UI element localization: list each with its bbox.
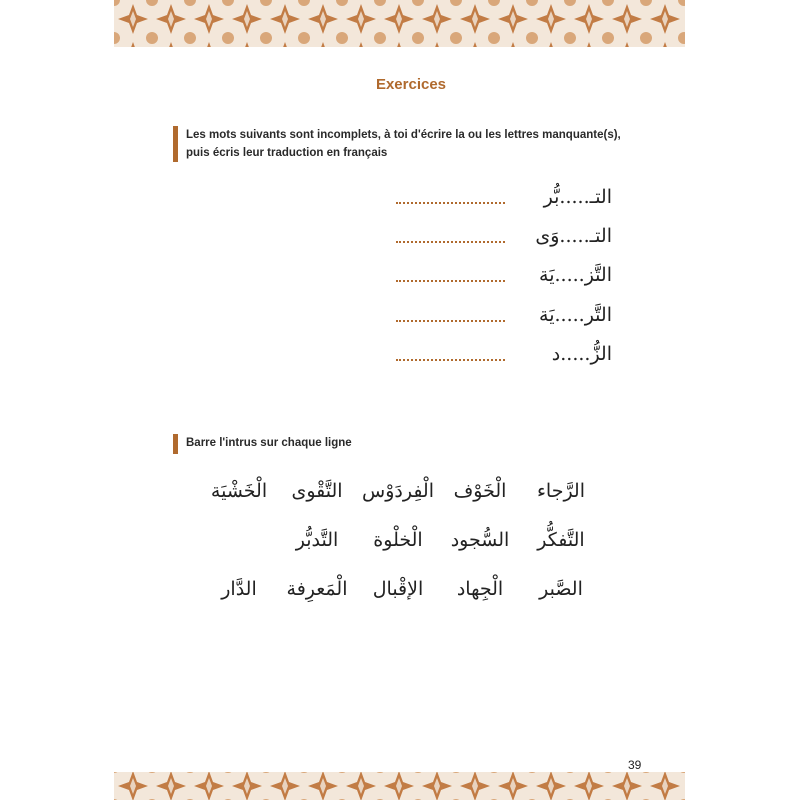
fill-row <box>0 264 800 294</box>
word-option[interactable]: الْمَعرِفة <box>286 578 348 600</box>
answer-line[interactable] <box>396 280 505 282</box>
answer-line[interactable] <box>396 359 505 361</box>
exercise2-instruction-text: Barre l'intrus sur chaque ligne <box>186 437 352 449</box>
exercise1-instruction <box>173 126 646 162</box>
page-number: 39 <box>628 758 642 772</box>
word-option[interactable]: الإقْبال <box>372 578 424 600</box>
incomplete-word: التـ.....بُّر <box>543 186 612 208</box>
exercise2-instruction <box>173 434 486 454</box>
fill-row <box>0 186 800 216</box>
bottom-decorative-border <box>114 772 685 800</box>
word-option[interactable]: التَّفكُّر <box>537 529 585 551</box>
fill-row <box>0 304 800 334</box>
word-option[interactable]: الْخلْوة <box>373 529 423 551</box>
incomplete-word: التـ.....وَى <box>535 225 612 247</box>
fill-row <box>0 225 800 255</box>
fill-row <box>0 343 800 373</box>
word-option[interactable]: السُّجود <box>450 529 510 551</box>
word-option[interactable]: الصَّبر <box>539 578 583 600</box>
word-option[interactable]: الْجِهاد <box>456 578 504 600</box>
page-title: Exercices <box>375 76 447 93</box>
answer-line[interactable] <box>396 320 505 322</box>
incomplete-word: التَّر.....يَة <box>539 304 612 326</box>
exercise1-instruction-line1: Les mots suivants sont incomplets, à toi d'écrire la ou les lettres manquante(s), <box>186 129 621 141</box>
top-decorative-border <box>114 0 685 47</box>
word-option[interactable]: الرَّجاء <box>536 480 586 502</box>
word-option[interactable]: الدَّار <box>221 578 257 600</box>
incomplete-word: الزُّ.....د <box>551 343 612 365</box>
answer-line[interactable] <box>396 202 505 204</box>
exercise1-instruction-line2: puis écris leur traduction en français <box>186 147 388 159</box>
word-option[interactable]: التَّدبُّر <box>295 529 339 551</box>
word-option[interactable]: التَّقْوى <box>291 480 343 502</box>
answer-line[interactable] <box>396 241 505 243</box>
word-option[interactable]: الْخَوْف <box>453 480 507 502</box>
word-option[interactable]: الْفِردَوْس <box>362 480 434 502</box>
word-option[interactable]: الْخَشْيَة <box>210 480 268 502</box>
incomplete-word: التَّز.....يَة <box>539 264 612 286</box>
